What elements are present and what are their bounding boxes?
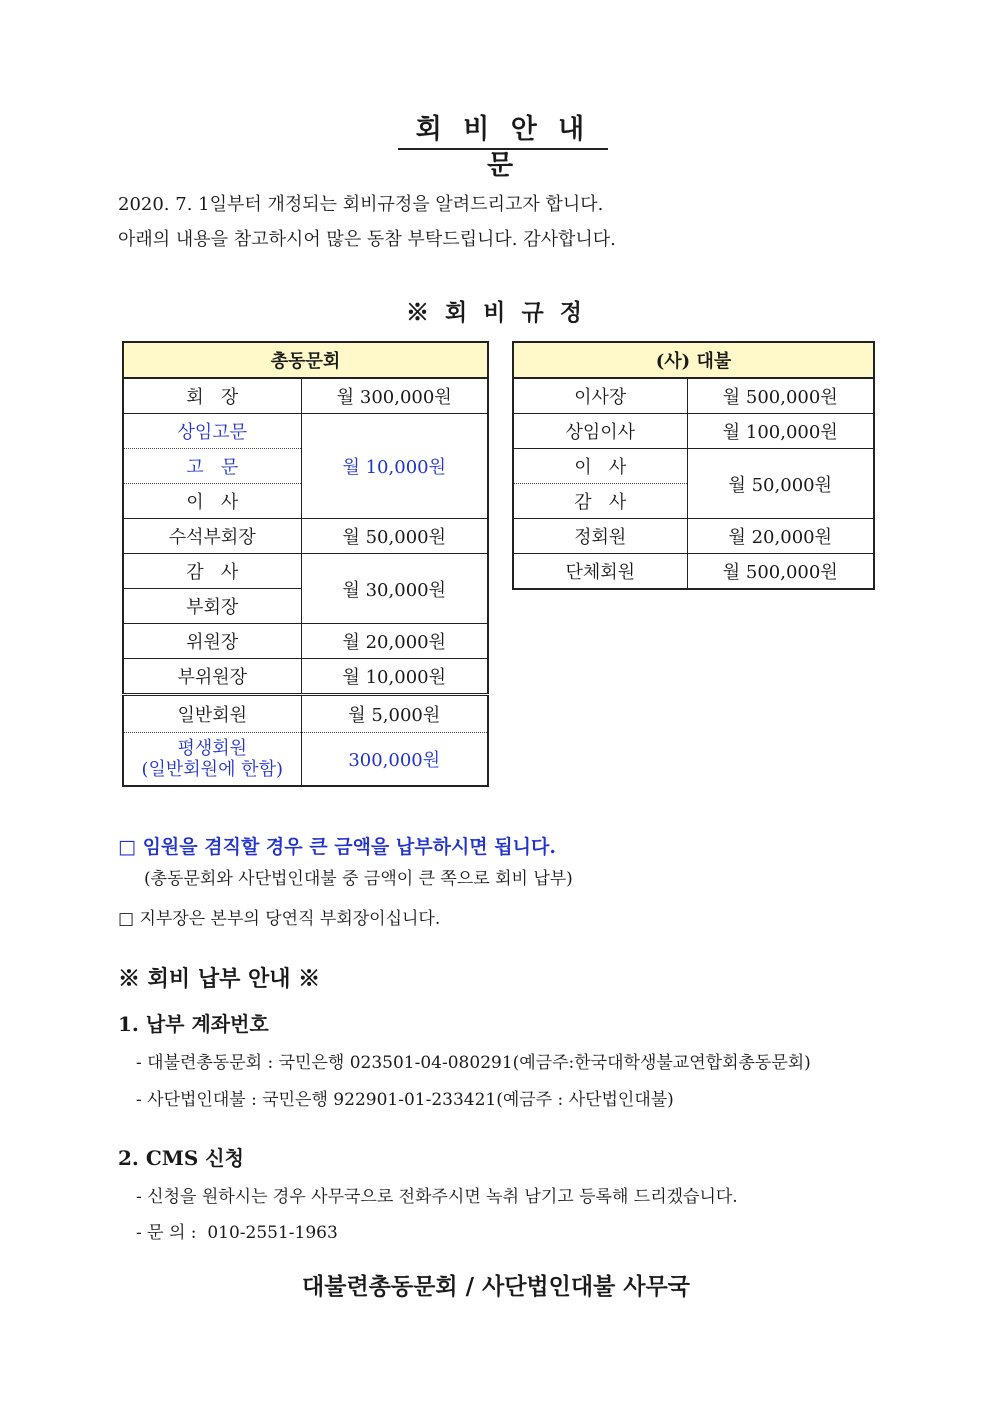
corporation-table-header: (사) 대불 [513,342,874,378]
intro-line-1: 2020. 7. 1일부터 개정되는 회비규정을 알려드리고자 합니다. [118,194,604,215]
cms-instruction: - 신청을 원하시는 경우 사무국으로 전화주시면 녹취 남기고 등록해 드리겠습니다. [136,1187,738,1207]
alumni-fee-table [122,341,489,787]
fee-cell: 월 500,000원 [687,554,874,590]
contact-phone: - 문 의 : 010-2551-1963 [136,1223,338,1243]
table-row [513,378,874,414]
role-cell: 수석부회장 [123,519,301,554]
role-cell: 위원장 [123,624,301,659]
role-cell: 부회장 [123,589,301,624]
table-row [123,733,488,787]
intro-line-2: 아래의 내용을 참고하시어 많은 동참 부탁드립니다. 감사합니다. [118,229,616,250]
table-row [513,414,874,449]
table-row [123,378,488,414]
page-title: 회 비 안 내 문 [398,112,608,150]
role-cell: 단체회원 [513,554,687,590]
role-cell: 이 사 [123,484,301,519]
fee-cell: 월 100,000원 [687,414,874,449]
fee-cell: 월 500,000원 [687,378,874,414]
role-cell: 감 사 [123,554,301,589]
section-account-numbers: 1. 납부 계좌번호 [118,1012,269,1036]
account-alumni: - 대불련총동문회 : 국민은행 023501-04-080291(예금주:한국대학생불교연합회총동문회) [136,1053,811,1073]
fee-cell: 월 300,000원 [301,378,488,414]
fee-cell: 월 50,000원 [687,449,874,519]
role-cell: 회 장 [123,378,301,414]
role-cell: 이사장 [513,378,687,414]
payment-guide-title: ※ 회비 납부 안내 ※ [118,966,321,992]
table-row [123,659,488,695]
lifetime-member-label: 평생회원 [177,738,248,759]
table-row [123,624,488,659]
table-row [513,554,874,590]
role-cell: 부위원장 [123,659,301,695]
table-row [513,519,874,554]
fee-cell: 300,000원 [301,733,488,787]
fee-cell: 월 50,000원 [301,519,488,554]
account-corporation: - 사단법인대불 : 국민은행 922901-01-233421(예금주 : 사단법인대불) [136,1090,674,1110]
notice-branch-head: □ 지부장은 본부의 당연직 부회장이십니다. [118,909,441,929]
fee-cell: 월 30,000원 [301,554,488,624]
fee-cell: 월 20,000원 [301,624,488,659]
role-cell: 이 사 [513,449,687,484]
section-cms: 2. CMS 신청 [118,1146,244,1170]
lifetime-member-note: (일반회원에 한함) [141,759,283,780]
rules-title: ※ 회 비 규 정 [406,299,586,326]
fee-cell: 월 5,000원 [301,695,488,733]
role-cell: 상임고문 [123,414,301,449]
fee-cell: 월 20,000원 [687,519,874,554]
table-row [123,519,488,554]
role-cell: 정회원 [513,519,687,554]
fee-cell: 월 10,000원 [301,414,488,519]
fee-cell: 월 10,000원 [301,659,488,695]
footer-signature: 대불련총동문회 / 사단법인대불 사무국 [302,1273,690,1300]
role-cell: 상임이사 [513,414,687,449]
corporation-fee-table [512,341,875,590]
role-cell: 고 문 [123,449,301,484]
table-row [123,554,488,589]
role-cell [123,733,301,787]
alumni-table-header: 총동문회 [123,342,488,378]
table-row [123,414,488,449]
table-row [513,449,874,484]
notice-concurrent-office: □ 임원을 겸직할 경우 큰 금액을 납부하시면 됩니다. [118,836,556,858]
table-row [123,695,488,733]
role-cell: 감 사 [513,484,687,519]
role-cell: 일반회원 [123,695,301,733]
notice-concurrent-office-detail: (총동문회와 사단법인대불 중 금액이 큰 쪽으로 회비 납부) [144,869,573,889]
